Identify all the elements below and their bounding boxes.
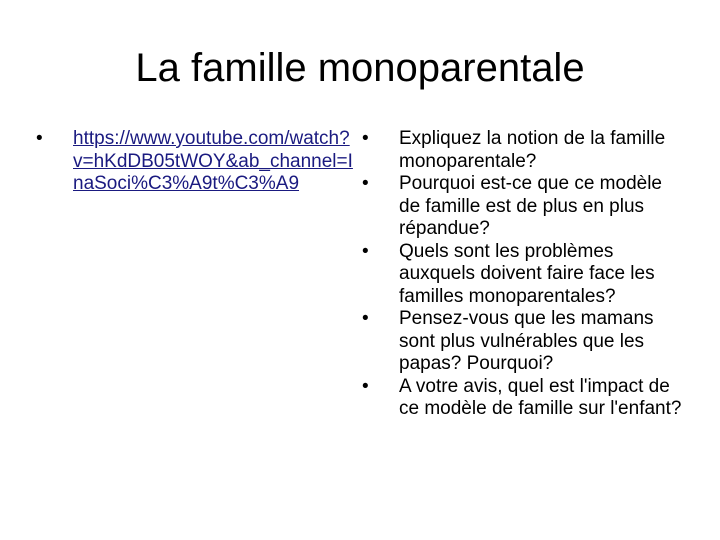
left-column xyxy=(36,128,354,196)
question-text: A votre avis, quel est l'impact de ce modèle de famille sur l'enfant? xyxy=(399,375,682,419)
youtube-link[interactable]: https://www.youtube.com/watch?v=hKdDB05tWOY&ab_channel=InaSoci%C3%A9t%C3%A9 xyxy=(73,128,353,194)
right-column xyxy=(362,128,682,421)
bullet-icon: • xyxy=(362,308,369,329)
question-text: Pourquoi est-ce que ce modèle de famille est de plus en plus répandue? xyxy=(399,173,662,239)
bullet-icon: • xyxy=(362,173,369,194)
bullet-icon: • xyxy=(362,128,369,149)
list-item xyxy=(362,376,682,421)
bullet-icon: • xyxy=(36,128,43,149)
list-item xyxy=(362,308,682,376)
question-text: Pensez-vous que les mamans sont plus vulnérables que les papas? Pourquoi? xyxy=(399,308,654,374)
bullet-icon: • xyxy=(362,240,369,262)
list-item xyxy=(362,173,682,241)
question-text: Expliquez la notion de la famille monoparentale? xyxy=(399,128,666,172)
bullet-icon: • xyxy=(362,375,369,397)
list-item xyxy=(362,241,682,309)
slide-title: La famille monoparentale xyxy=(135,46,585,90)
list-item xyxy=(36,128,354,196)
list-item xyxy=(362,128,682,173)
question-text: Quels sont les problèmes auxquels doivent faire face les familles monoparentales? xyxy=(399,240,655,307)
